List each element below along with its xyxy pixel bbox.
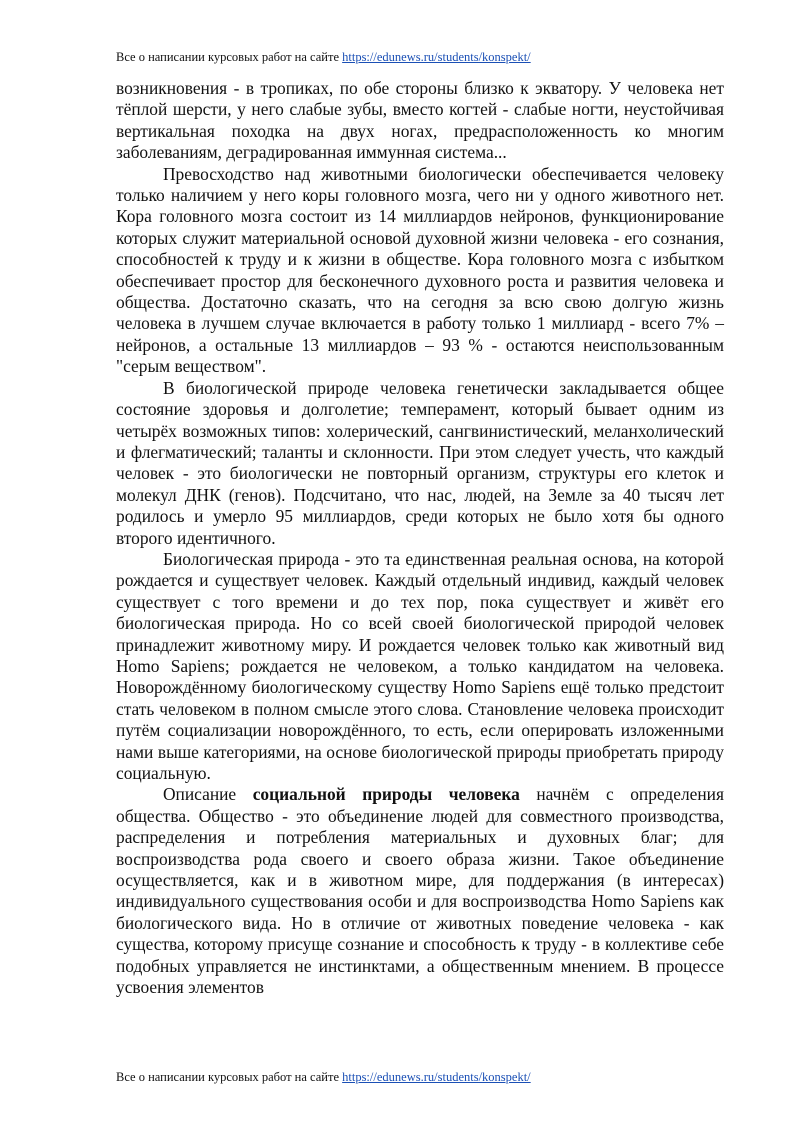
paragraph-2: Превосходство над животными биологически обеспечивается человеку только наличием у него коры головного мозга, чего ни у одного животного нет. Кора головного мозга состоит из 14 миллиардов нейронов, функционирование которых служит материальной основой духовной жизни человека - его сознания, способностей к труду и к жизни в обществе. Кора головного мозга с избытком обеспечивает простор для бесконечного духовного роста и развития человека и общества. Достаточно сказать, что на сегодня за всю свою долгую жизнь человека в лучшем случае включается в работу только 1 миллиард - всего 7% – нейронов, а остальные 13 миллиардов – 93 % - остаются неиспользованным "серым веществом". [116,163,724,377]
footer-link[interactable]: https://edunews.ru/students/konspekt/ [342,1070,531,1084]
footer-text: Все о написании курсовых работ на сайте [116,1070,343,1084]
paragraph-5-bold-term: социальной природы человека [252,784,520,805]
document-body [116,78,724,998]
header-link[interactable]: https://edunews.ru/students/konspekt/ [342,50,531,64]
paragraph-5-lead: Описание [163,784,253,805]
paragraph-5 [116,784,724,998]
paragraph-3: В биологической природе человека генетически закладывается общее состояние здоровья и долголетие; темперамент, который бывает одним из четырёх возможных типов: холерический, сангвинистический, меланхолический и флегматический; таланты и склонности. При этом следует учесть, что каждый человек - это биологически не повторный организм, структуры его клеток и молекул ДНК (генов). Подсчитано, что нас, людей, на Земле за 40 тысяч лет родилось и умерло 95 миллиардов, среди которых не было хотя бы одного второго идентичного. [116,377,724,548]
paragraph-5-rest: начнём с определения общества. Общество - это объединение людей для совместного производства, распределения и потребления материальных и духовных благ; для воспроизводства рода своего и своего образа жизни. Такое объединение осуществляется, как и в животном мире, для поддержания (в интересах) индивидуального существования особи и для воспроизводства Homo Sapiens как биологического вида. Но в отличие от животных поведение человека - как существа, которому присуще сознание и способность к труду - в коллективе себе подобных управляется не инстинктами, а общественным мнением. В процессе усвоения элементов [116,784,724,998]
paragraph-1: возникновения - в тропиках, по обе стороны близко к экватору. У человека нет тёплой шерсти, у него слабые зубы, вместо когтей - слабые ногти, неустойчивая вертикальная походка на двух ногах, предрасположенность ко многим заболеваниям, деградированная иммунная система... [116,78,724,163]
page-footer [116,1069,531,1085]
header-text: Все о написании курсовых работ на сайте [116,50,343,64]
page-header [116,49,531,65]
paragraph-4: Биологическая природа - это та единственная реальная основа, на которой рождается и существует человек. Каждый отдельный индивид, каждый человек существует с того времени и до тех пор, пока существует и живёт его биологическая природа. Но со всей своей биологической природой человек принадлежит животному миру. И рождается человек только как животный вид Homo Sapiens; рождается не человеком, а только кандидатом на человека. Новорождённому биологическому существу Homo Sapiens ещё только предстоит стать человеком в полном смысле этого слова. Становление человека происходит путём социализации новорождённого, то есть, если оперировать изложенными нами выше категориями, на основе биологической природы приобретать природу социальную. [116,548,724,783]
